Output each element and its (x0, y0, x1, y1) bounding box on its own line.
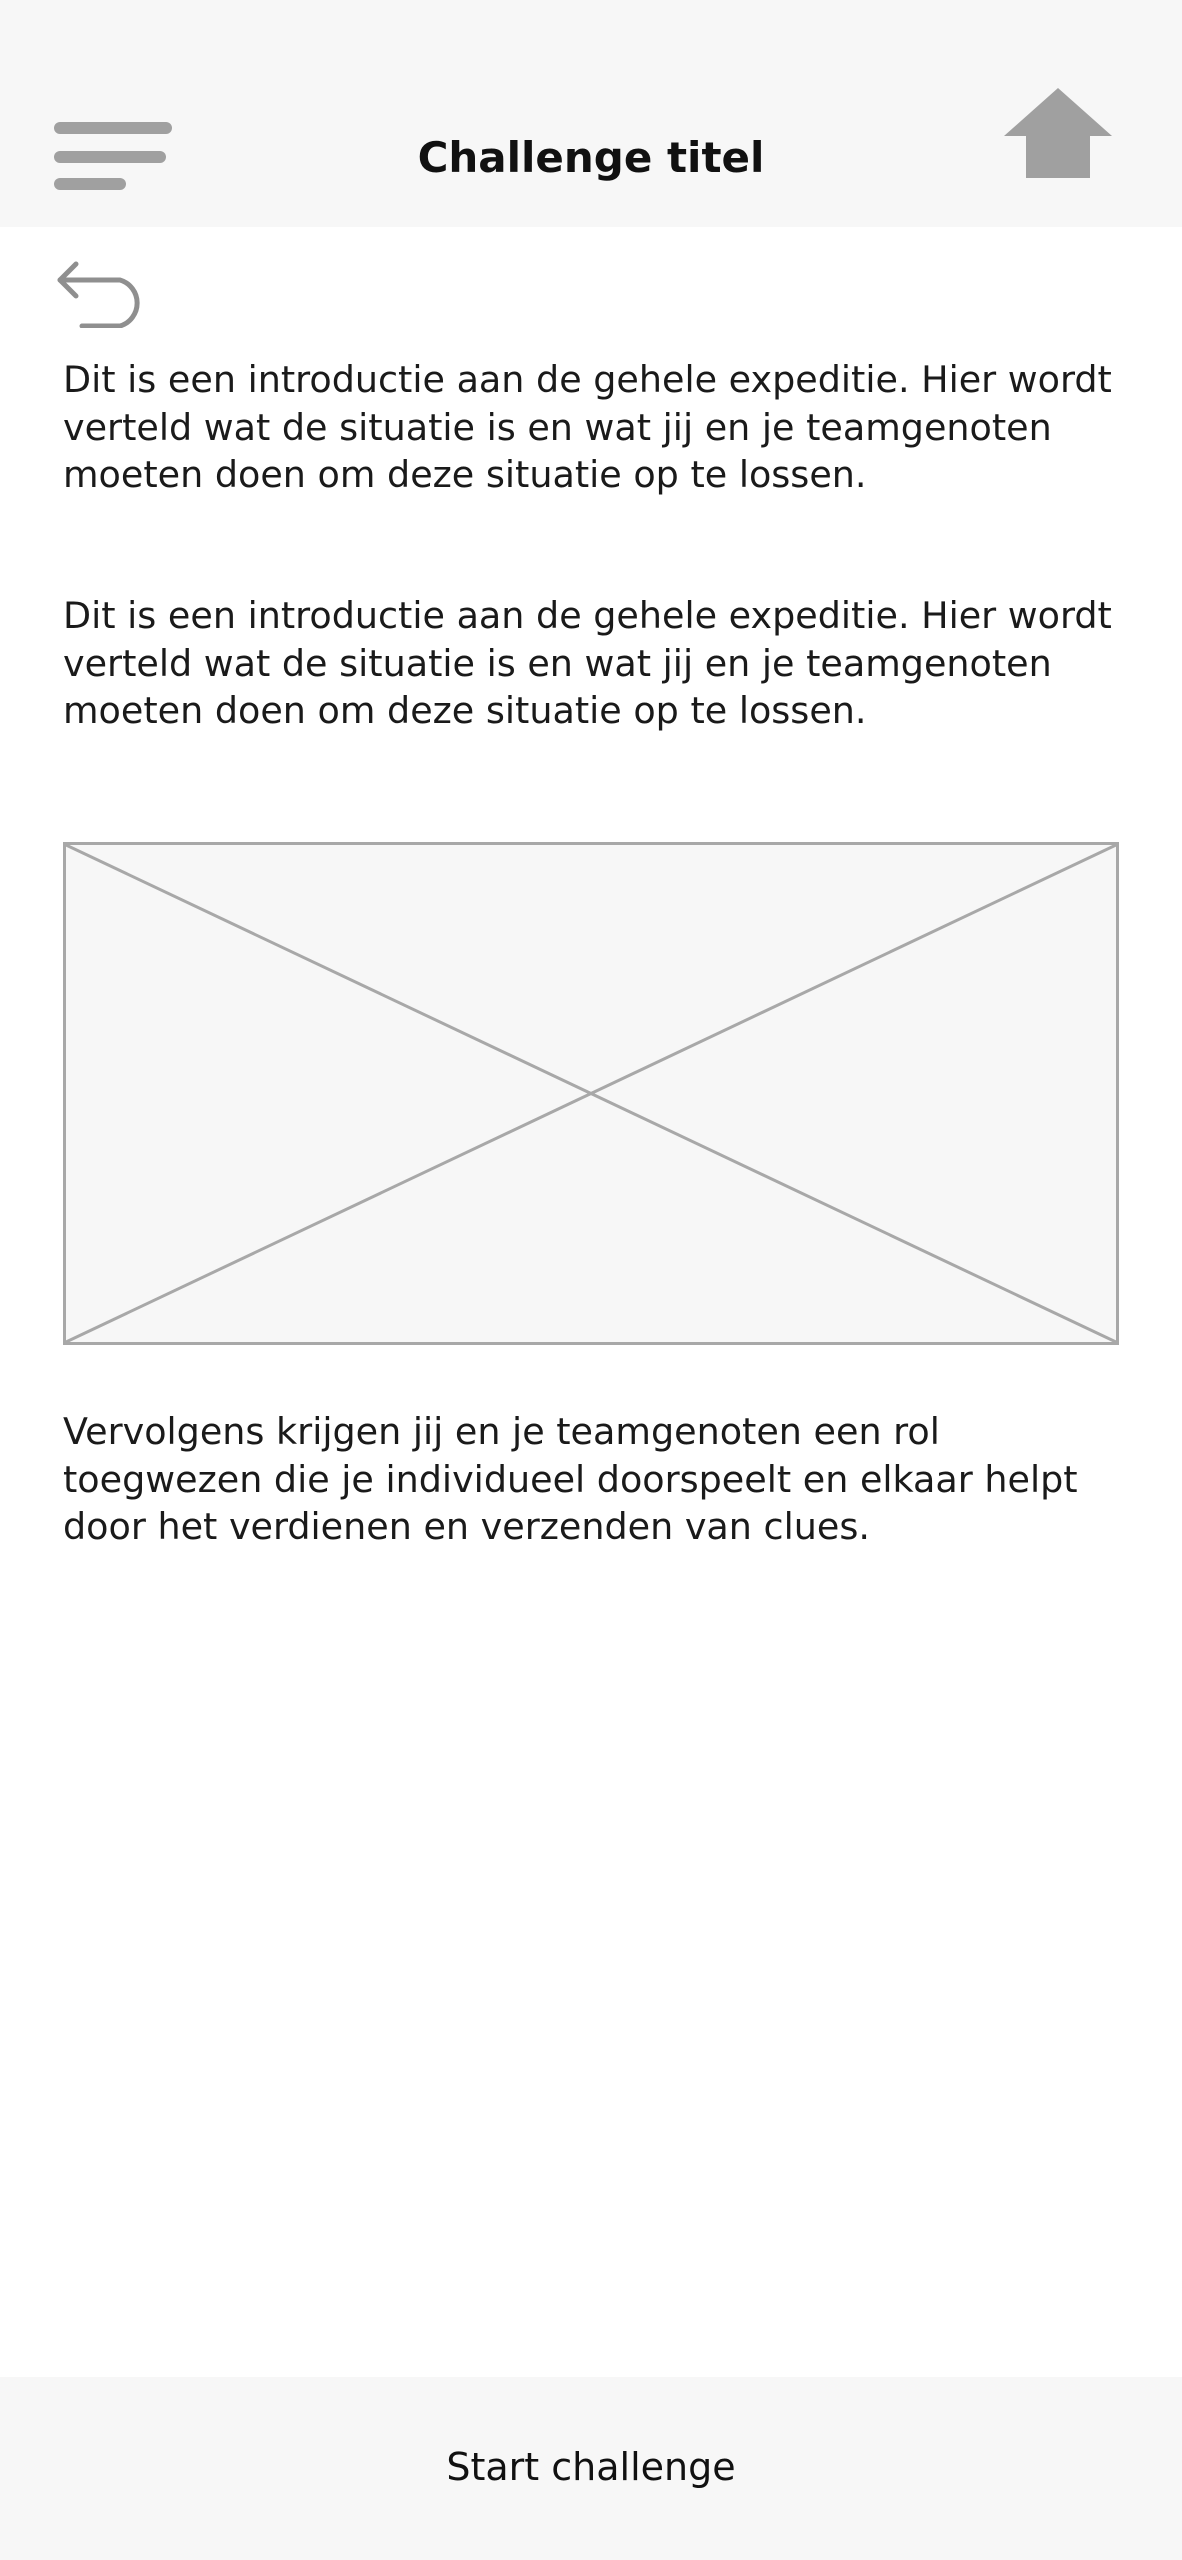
image-placeholder (63, 842, 1119, 1345)
page-title: Challenge titel (417, 133, 765, 182)
top-bar (0, 0, 1182, 227)
start-challenge-label: Start challenge (446, 2445, 736, 2489)
home-icon[interactable] (1004, 88, 1112, 180)
intro-text: Dit is een introductie aan de gehele expeditie. Hier wordt verteld wat de situatie is en wat jij en je teamgenoten moeten doen om deze situatie op te lossen. (63, 358, 1112, 496)
outro-paragraph (63, 1408, 1123, 1551)
intro-paragraph-2 (63, 592, 1123, 735)
start-challenge-button[interactable] (0, 2377, 1182, 2560)
outro-text: Vervolgens krijgen jij en je teamgenoten een rol toegwezen die je individueel doorspeelt en elkaar helpt door het verdienen en verzenden van clues. (63, 1410, 1078, 1548)
intro-paragraph-1 (63, 356, 1123, 499)
intro-text: Dit is een introductie aan de gehele expeditie. Hier wordt verteld wat de situatie is en wat jij en je teamgenoten moeten doen om deze situatie op te lossen. (63, 594, 1112, 732)
back-arrow-icon[interactable] (54, 258, 150, 328)
